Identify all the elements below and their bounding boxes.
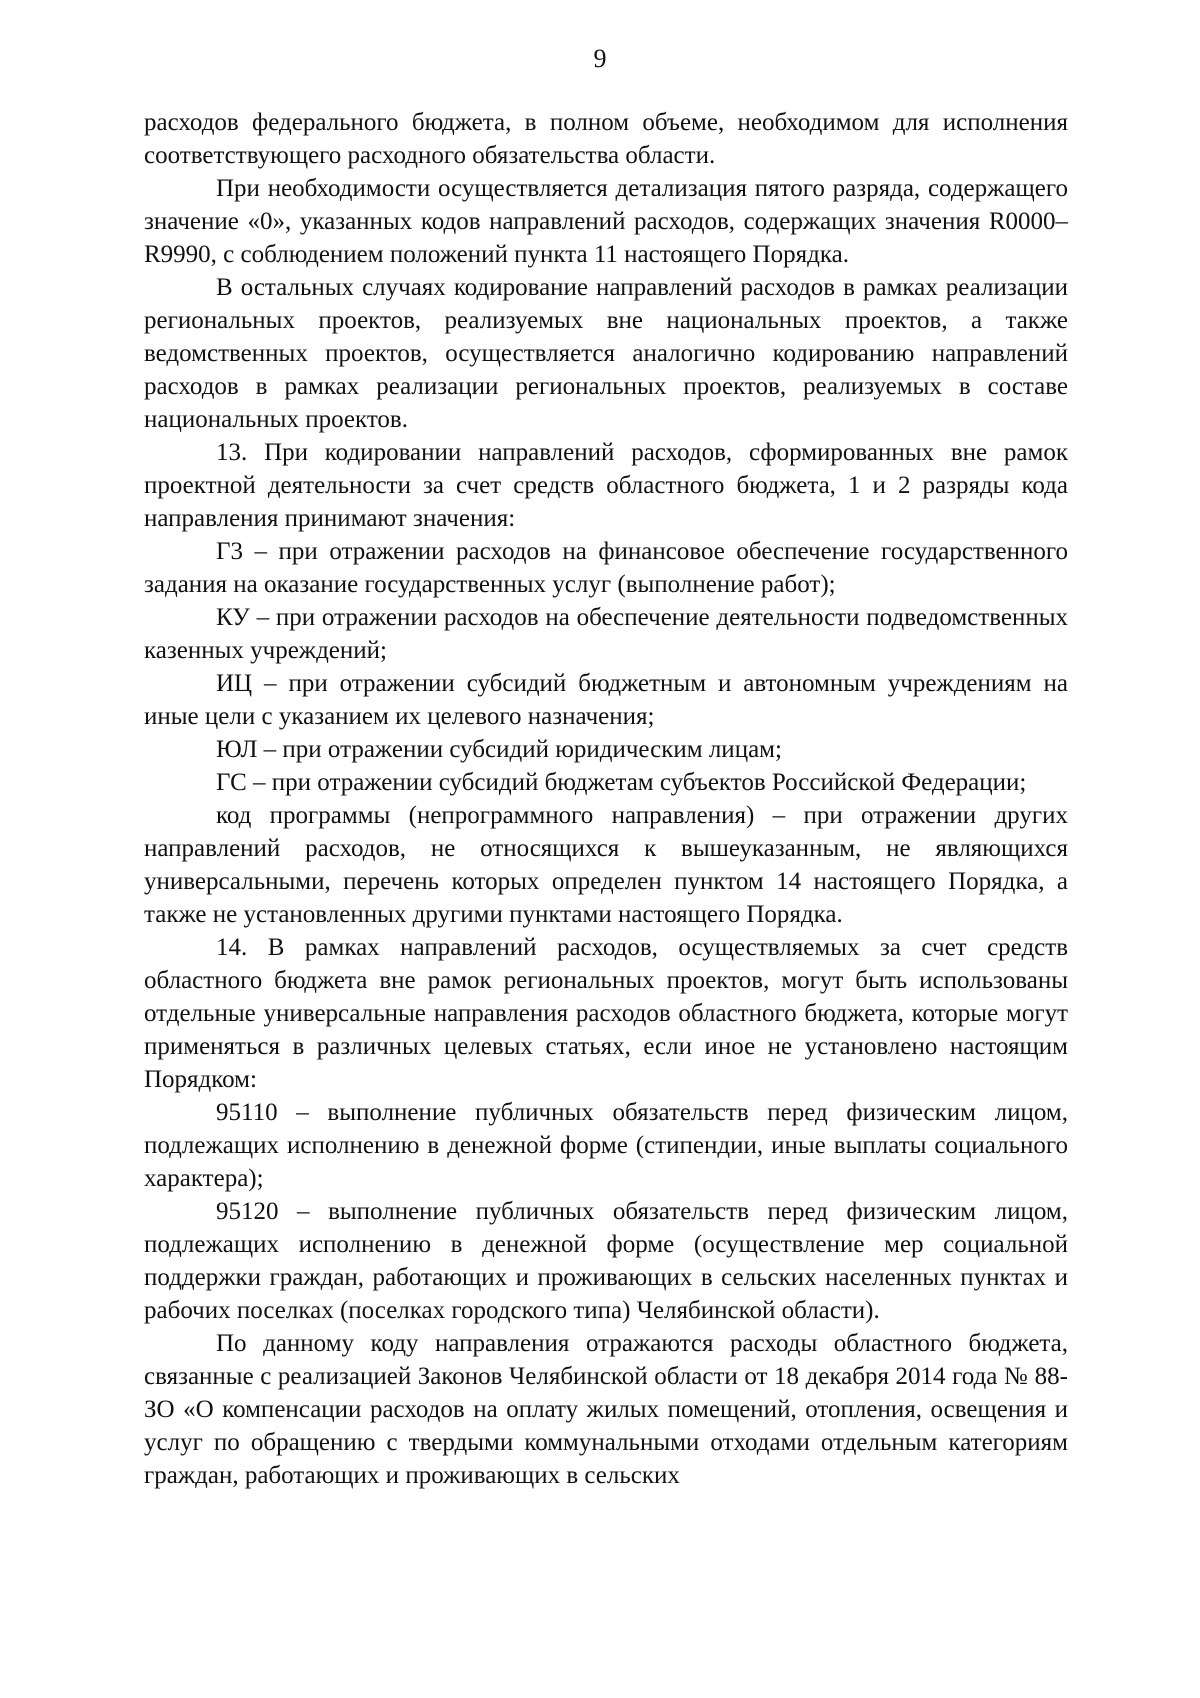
paragraph-item-13: 13. При кодировании направлений расходов, сформированных вне рамок проектной деятельности за счет средств областного бюджета, 1 и 2 разряды кода направления принимают значения:: [144, 439, 1068, 532]
paragraph: ЮЛ – при отражении субсидий юридическим лицам;: [216, 736, 782, 763]
paragraph: По данному коду направления отражаются расходы областного бюджета, связанные с реализацией Законов Челябинской области от 18 декабря 2014 года № 88-ЗО «О компенсации расходов на оплату жилых помещений, отопления, освещения и услуг по обращению с твердыми коммунальными отходами отдельным категориям граждан, работающих и проживающих в сельских: [144, 1330, 1068, 1489]
paragraph: ИЦ – при отражении субсидий бюджетным и автономным учреждениям на иные цели с указанием их целевого назначения;: [144, 670, 1068, 730]
paragraph: При необходимости осуществляется детализация пятого разряда, содержащего значение «0», указанных кодов направлений расходов, содержащих значения R0000–R9990, с соблюдением положений пункта 11 настоящего Порядка.: [144, 175, 1068, 268]
paragraph: Г3 – при отражении расходов на финансовое обеспечение государственного задания на оказание государственных услуг (выполнение работ);: [144, 538, 1068, 598]
paragraph: 95120 – выполнение публичных обязательств перед физическим лицом, подлежащих исполнению в денежной форме (осуществление мер социальной поддержки граждан, работающих и проживающих в сельских населенных пунктах и рабочих поселках (поселках городского типа) Челябинской области).: [144, 1198, 1068, 1324]
paragraph: 95110 – выполнение публичных обязательств перед физическим лицом, подлежащих исполнению в денежной форме (стипендии, иные выплаты социального характера);: [144, 1099, 1068, 1192]
paragraph: расходов федерального бюджета, в полном объеме, необходимом для исполнения соответствующего расходного обязательства области.: [144, 109, 1068, 169]
paragraph: ГС – при отражении субсидий бюджетам субъектов Российской Федерации;: [216, 769, 1027, 796]
document-body: [144, 106, 1068, 1492]
page-number: 9: [593, 44, 607, 73]
paragraph-item-14: 14. В рамках направлений расходов, осуществляемых за счет средств областного бюджета вне рамок региональных проектов, могут быть использованы отдельные универсальные направления расходов областного бюджета, которые могут применяться в различных целевых статьях, если иное не установлено настоящим Порядком:: [144, 934, 1068, 1093]
paragraph: код программы (непрограммного направления) – при отражении других направлений расходов, не относящихся к вышеуказанным, не являющихся универсальными, перечень которых определен пунктом 14 настоящего Порядка, а также не установленных другими пунктами настоящего Порядка.: [144, 802, 1068, 928]
paragraph: В остальных случаях кодирование направлений расходов в рамках реализации региональных проектов, реализуемых вне национальных проектов, а также ведомственных проектов, осуществляется аналогично кодированию направлений расходов в рамках реализации региональных проектов, реализуемых в составе национальных проектов.: [144, 274, 1068, 433]
paragraph: КУ – при отражении расходов на обеспечение деятельности подведомственных казенных учреждений;: [144, 604, 1068, 664]
